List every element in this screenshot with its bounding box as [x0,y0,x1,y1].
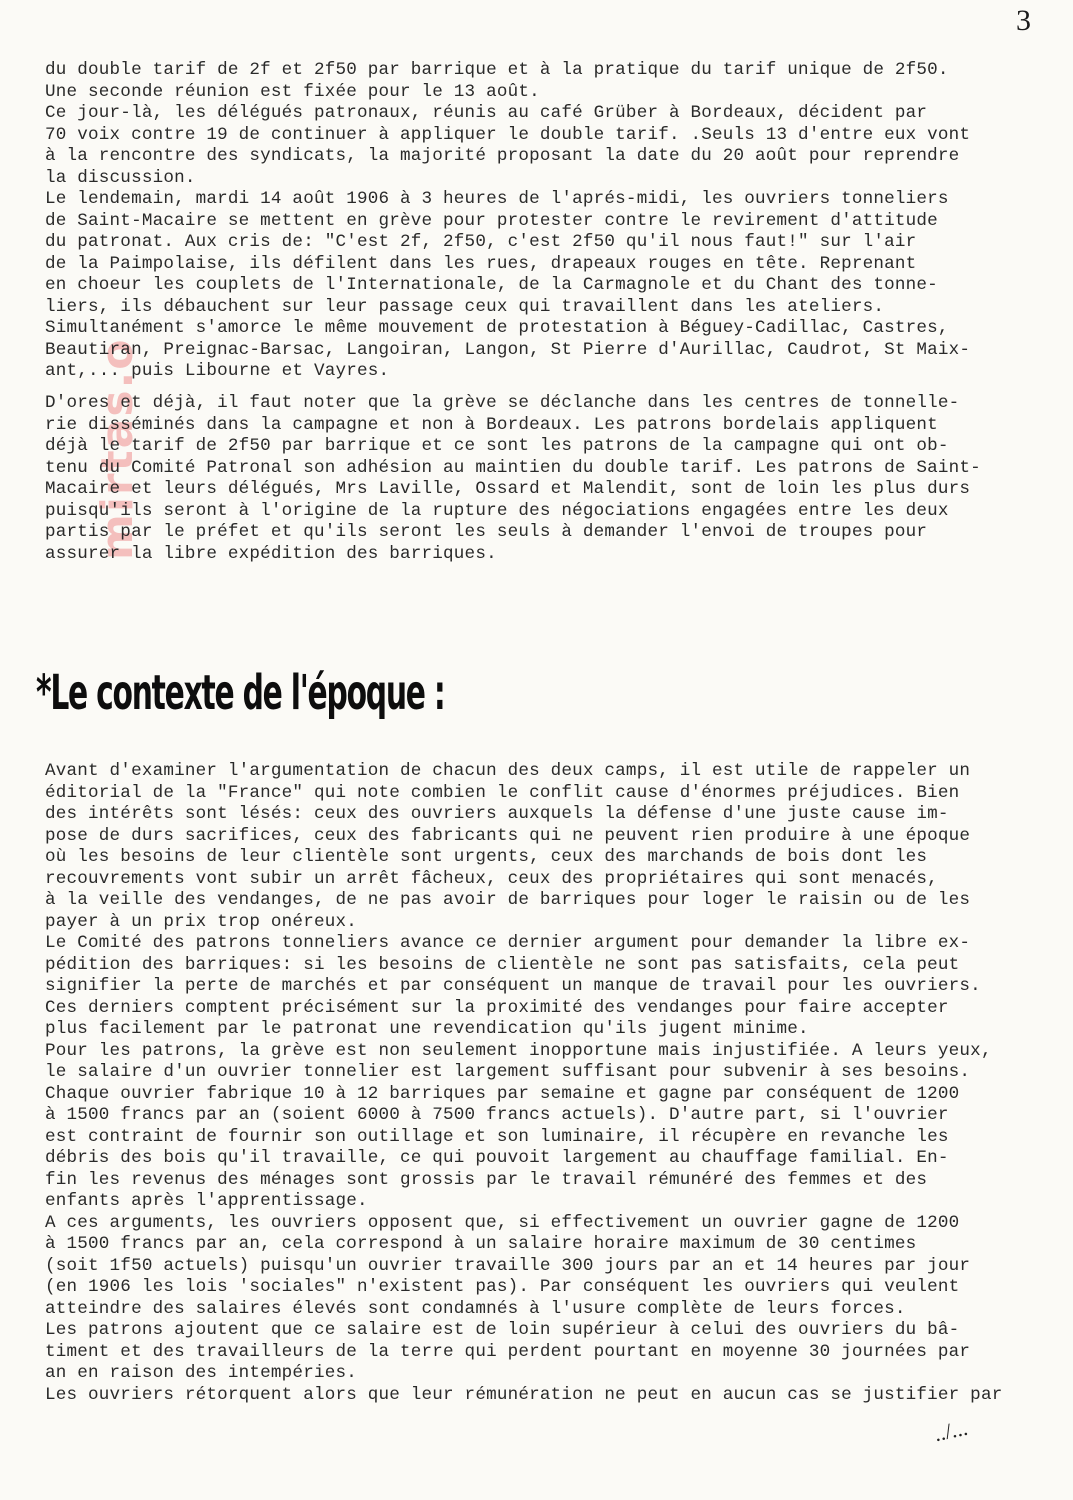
section-heading: *Le contexte de l'époque : [36,665,445,721]
text-line: Avant d'examiner l'argumentation de chacun des deux camps, il est utile de rappeler un [45,761,971,781]
text-line: à 1500 francs par an, cela correspond à un salaire horaire maximum de 30 centimes [45,1234,917,1254]
text-line: Macaire et leurs délégués, Mrs Laville, Ossard et Malendit, sont de loin les plus durs [45,479,971,499]
text-line: éditorial de la "France" qui note combien le conflit cause d'énormes préjudices. Bien [45,782,960,803]
text-line: recouvrements vont subir un arrêt fâcheux, ceux des propriétaires qui sont menacés, [45,868,938,889]
text-line: des intérêts sont lésés: ceux des ouvriers auxquels la défense d'une juste cause im- [45,804,949,824]
text-line: du double tarif de 2f et 2f50 par barrique et à la pratique du tarif unique de 2f50. [45,60,949,80]
text-line: atteindre des salaires élevés sont condamnés à l'usure complète de leurs forces. [45,1298,906,1319]
text-line: Chaque ouvrier fabrique 10 à 12 barriques par semaine et gagne par conséquent de 1200 [45,1083,960,1104]
text-line: de la Paimpolaise, ils défilent dans les rues, drapeaux rouges en tête. Reprenant [45,253,917,274]
text-line: Une seconde réunion est fixée pour le 13 août. [45,81,540,102]
text-line: Pour les patrons, la grève est non seulement inopportune mais injustifiée. A leurs yeux, [45,1040,992,1061]
page-number: 3 [1016,4,1031,37]
text-line: (soit 1f50 actuels) puisqu'un ouvrier travaille 300 jours par an et 14 heures par jour [45,1255,971,1276]
text-line: Ce jour-là, les délégués patronaux, réunis au café Grüber à Bordeaux, décident par [45,103,928,123]
text-line: à 1500 francs par an (soient 6000 à 7500 francs actuels). D'autre part, si l'ouvrier [45,1105,949,1125]
text-line: payer à un prix trop onéreux. [45,911,357,932]
text-line: Beautiran, Preignac-Barsac, Langoiran, Langon, St Pierre d'Aurillac, Caudrot, St Maix- [45,339,971,360]
text-line: timent et des travailleurs de la terre qui perdent pourtant en moyenne 30 journées par [45,1341,971,1362]
text-line: Le lendemain, mardi 14 août 1906 à 3 heures de l'aprés-midi, les ouvriers tonneliers [45,189,949,209]
text-line: signifier la perte de marchés et par conséquent un manque de travail pour les ouvriers. [45,976,981,996]
text-line: ant,... puis Libourne et Vayres. [45,361,390,381]
text-line: Simultanément s'amorce le même mouvement de protestation à Béguey-Cadillac, Castres, [45,318,949,338]
text-line: rie disséminés dans la campagne et non à Bordeaux. Les patrons bordelais appliquent [45,414,938,435]
text-line: (en 1906 les lois 'sociales" n'existent pas). Par conséquent les ouvriers qui veulent [45,1277,960,1297]
text-line: liers, ils débauchent sur leur passage ceux qui travaillent dans les ateliers. [45,296,885,317]
text-line: où les besoins de leur clientèle sont urgents, ceux des marchands de bois dont les [45,847,928,867]
text-line: Ces derniers comptent précisément sur la proximité des vendanges pour faire accepter [45,997,949,1018]
text-line: en choeur les couplets de l'Internationale, de la Carmagnole et du Chant des tonne- [45,275,938,295]
text-line: tenu du Comité Patronal son adhésion au maintien du double tarif. Les patrons de Saint- [45,457,981,478]
text-line: 70 voix contre 19 de continuer à appliquer le double tarif. .Seuls 13 d'entre eux vont [45,124,971,145]
text-line: an en raison des intempéries. [45,1363,357,1383]
text-line: D'ores et déjà, il faut noter que la grève se déclanche dans les centres de tonnelle- [45,393,960,413]
text-line: fin les revenus des ménages sont grossis par le travail rémunéré des femmes et des [45,1169,928,1190]
text-line: assurer la libre expédition des barriques. [45,543,497,564]
watermark: mirtas.o [92,337,143,560]
text-line: Les patrons ajoutent que ce salaire est de loin supérieur à celui des ouvriers du bâ- [45,1320,960,1340]
text-line: enfants après l'apprentissage. [45,1191,368,1211]
text-line: déjà le tarif de 2f50 par barrique et ce sont les patrons de la campagne qui ont ob- [45,436,949,456]
text-line: débris des bois qu'il travaille, ce qui pouvoit largement au chauffage familial. En- [45,1148,949,1168]
paragraph-1 [45,60,1040,383]
text-line: de Saint-Macaire se mettent en grève pour protester contre le revirement d'attitude [45,210,938,231]
paragraph-2 [45,393,1040,565]
continuation-mark: ../... [931,1414,970,1447]
text-line: la discussion. [45,167,196,188]
text-line: est contraint de fournir son outillage et son luminaire, il récupère en revanche les [45,1126,949,1147]
text-line: A ces arguments, les ouvriers opposent que, si effectivement un ouvrier gagne de 1200 [45,1212,960,1233]
text-line: du patronat. Aux cris de: "C'est 2f, 2f50, c'est 2f50 qu'il nous faut!" sur l'air [45,232,917,252]
text-line: à la veille des vendanges, de ne pas avoir de barriques pour loger le raisin ou de les [45,890,971,910]
text-line: partis par le préfet et qu'ils seront les seuls à demander l'envoi de troupes pour [45,522,928,542]
text-line: plus facilement par le patronat une revendication qu'ils jugent minime. [45,1019,809,1039]
text-line: puisqu'ils seront à l'origine de la rupture des négociations engagées entre les deux [45,500,949,521]
text-line: Les ouvriers rétorquent alors que leur rémunération ne peut en aucun cas se justifier par [45,1384,1003,1405]
paragraph-3 [45,761,1040,1406]
text-line: à la rencontre des syndicats, la majorité proposant la date du 20 août pour reprendre [45,146,960,166]
text-line: pédition des barriques: si les besoins de clientèle ne sont pas satisfaits, cela peut [45,954,960,975]
text-line: le salaire d'un ouvrier tonnelier est largement suffisant pour subvenir à ses besoins. [45,1062,971,1082]
text-line: Le Comité des patrons tonneliers avance ce dernier argument pour demander la libre ex- [45,933,971,953]
text-line: pose de durs sacrifices, ceux des fabricants qui ne peuvent rien produire à une époque [45,825,971,846]
